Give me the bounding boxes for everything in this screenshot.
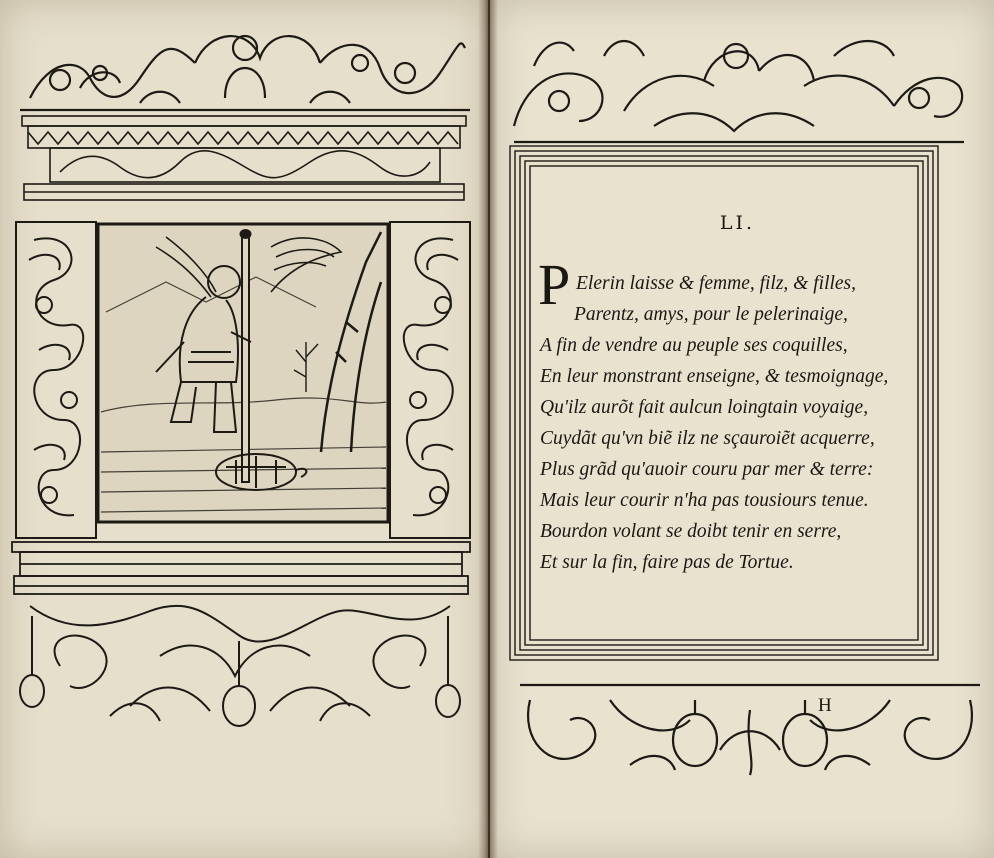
upper-cornice <box>20 112 470 222</box>
poem-line: Cuydãt qu'vn biẽ ilz ne sçauroiẽt acquerre, <box>540 428 875 449</box>
bottom-scroll-ornament <box>520 680 980 780</box>
bottom-grotesque-ornament <box>10 596 472 738</box>
poem-line: Plus grãd qu'auoir couru par mer & terre: <box>540 459 874 480</box>
book-gutter <box>478 0 498 858</box>
poem-line: Qu'ilz aurõt fait aulcun loingtain voyaige, <box>540 397 869 418</box>
pilgrim-woodcut <box>96 222 390 524</box>
poem-line: Bourdon volant se doibt tenir en serre, <box>540 521 842 542</box>
poem-line: En leur monstrant enseigne, & tesmoignage, <box>540 366 889 387</box>
top-scroll-ornament <box>20 18 470 118</box>
left-acanthus-pillar <box>14 220 99 540</box>
poem-line: A fin de vendre au peuple ses coquilles, <box>540 335 848 356</box>
folio-number: LI. <box>719 212 756 234</box>
poem <box>538 252 935 716</box>
signature-mark: H <box>818 695 832 716</box>
poem-text-block <box>538 168 935 716</box>
left-page <box>0 0 488 858</box>
right-acanthus-pillar <box>388 220 473 540</box>
lower-entablature <box>10 540 472 604</box>
drop-cap: P <box>538 252 571 317</box>
poem-line: Mais leur courir n'ha pas tousiours tenue. <box>540 490 869 511</box>
poem-line-text: Elerin laisse & femme, filz, & filles, <box>576 273 857 294</box>
top-angel-ornament <box>504 26 974 150</box>
poem-line: Parentz, amys, pour le pelerinaige, <box>574 304 848 325</box>
poem-line: Et sur la fin, faire pas de Tortue. <box>540 552 794 573</box>
